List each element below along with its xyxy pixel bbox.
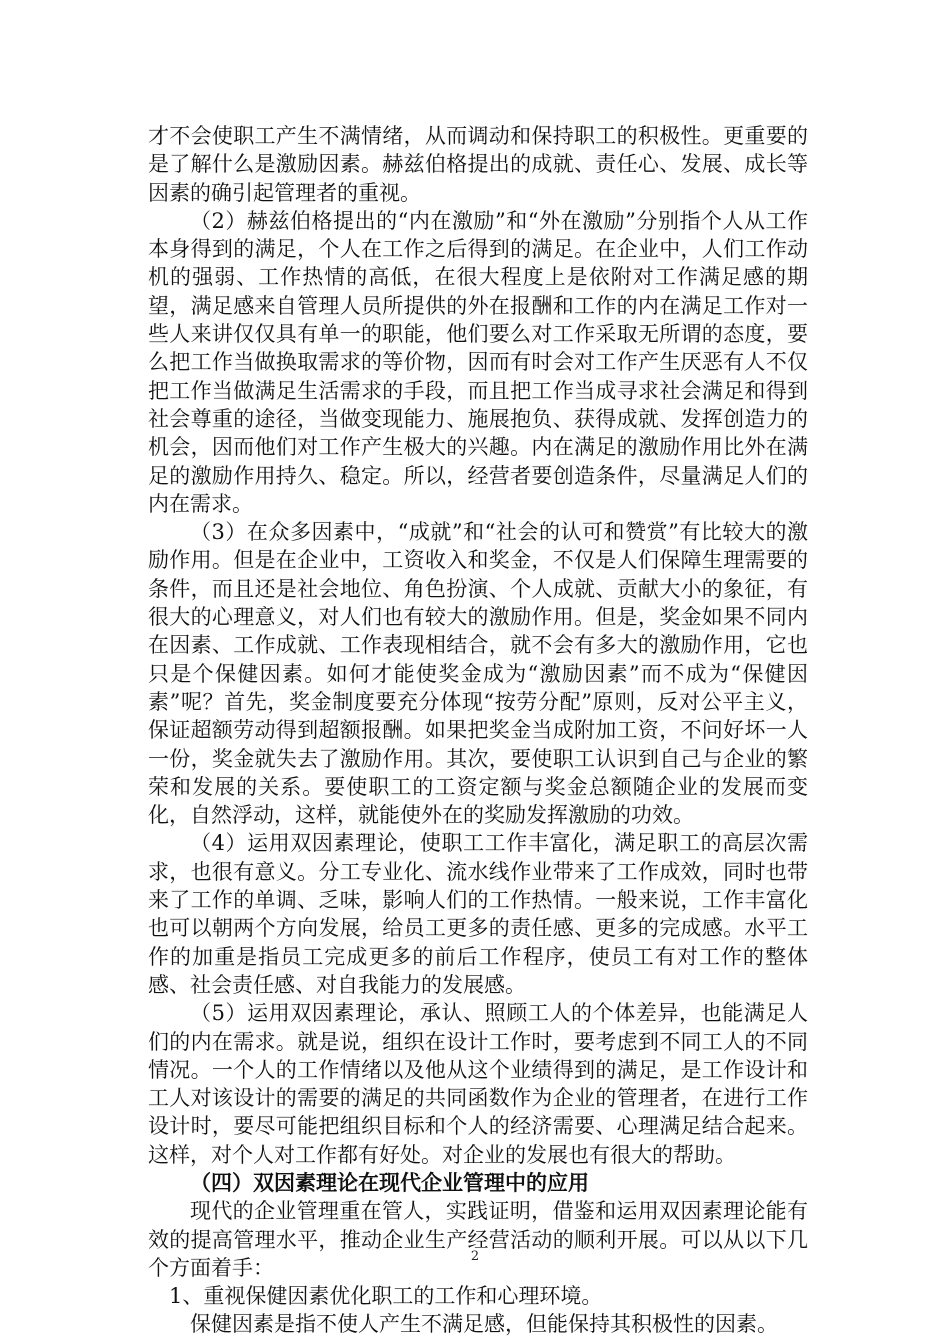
paragraph-point-3: （3）在众多因素中，“成就”和“社会的认可和赞赏”有比较大的激励作用。但是在企业中，工资收入和奖金，不仅是人们保障生理需要的条件，而且还是社会地位、角色扮演、个人成就、贡献大小的象征，有很大的心理意义，对人们也有较大的激励作用。但是，奖金如果不同内在因素、工作成就、工作表现相结合，就不会有多大的激励作用，它也只是个保健因素。如何才能使奖金成为“激励因素”而不成为“保健因素”呢？首先，奖金制度要充分体现“按劳分配”原则，反对公平主义，保证超额劳动得到超额报酬。如果把奖金当成附加工资，不问好坏一人一份，奖金就失去了激励作用。其次，要使职工认识到自己与企业的繁荣和发展的关系。要使职工的工资定额与奖金总额随企业的发展而变化，自然浮动，这样，就能使外在的奖励发挥激励的功效。 — [148, 520, 808, 828]
paragraph-point-2: （2）赫兹伯格提出的“内在激励”和“外在激励”分别指个人从工作本身得到的满足，个人在工作之后得到的满足。在企业中，人们工作动机的强弱、工作热情的高低，在很大程度上是依附对工作满足感的期望，满足感来自管理人员所提供的外在报酬和工作的内在满足工作对一些人来讲仅仅具有单一的职能，他们要么对工作采取无所谓的态度，要么把工作当做换取需求的等价物，因而有时会对工作产生厌恶有人不仅把工作当做满足生活需求的手段，而且把工作当成寻求社会满足和得到社会尊重的途径，当做变现能力、施展抱负、获得成就、发挥创造力的机会，因而他们对工作产生极大的兴趣。内在满足的激励作用比外在满足的激励作用持久、稳定。所以，经营者要创造条件，尽量满足人们的内在需求。 — [148, 208, 808, 516]
last-paragraph: 保健因素是指不使人产生不满足感，但能保持其积极性的因素。 — [190, 1312, 778, 1337]
paragraph-point-5: （5）运用双因素理论，承认、照顾工人的个体差异，也能满足人们的内在需求。就是说，组织在设计工作时，要考虑到不同工人的不同情况。一个人的工作情绪以及他从这个业绩得到的满足，是工作设计和工人对该设计的需要的满足的共同函数作为企业的管理者，在进行工作设计时，要尽可能把组织目标和个人的经济需要、心理满足结合起来。这样，对个人对工作都有好处。对企业的发展也有很大的帮助。 — [148, 1001, 808, 1167]
intro-paragraph: 现代的企业管理重在管人，实践证明，借鉴和运用双因素理论能有效的提高管理水平，推动企业生产经营活动的顺利开展。可以从以下几个方面着手： — [148, 1199, 808, 1280]
section-heading: （四）双因素理论在现代企业管理中的应用 — [190, 1169, 589, 1195]
document-body — [148, 122, 808, 1339]
paragraph-continuation: 才不会使职工产生不满情绪，从而调动和保持职工的积极性。更重要的是了解什么是激励因素。赫兹伯格提出的成就、责任心、发展、成长等因素的确引起管理者的重视。 — [148, 124, 808, 205]
page-number: 2 — [470, 1249, 480, 1264]
paragraph-point-4: （4）运用双因素理论，使职工工作丰富化，满足职工的高层次需求，也很有意义。分工专业化、流水线作业带来了工作成效，同时也带来了工作的单调、乏味，影响人们的工作热情。一般来说，工作丰富化也可以朝两个方向发展，给员工更多的责任感、更多的完成感。水平工作的加重是指员工完成更多的前后工作程序，使员工有对工作的整体感、社会责任感、对自我能力的发展感。 — [148, 831, 808, 997]
list-item: 1、重视保健因素优化职工的工作和心理环境。 — [169, 1284, 603, 1309]
